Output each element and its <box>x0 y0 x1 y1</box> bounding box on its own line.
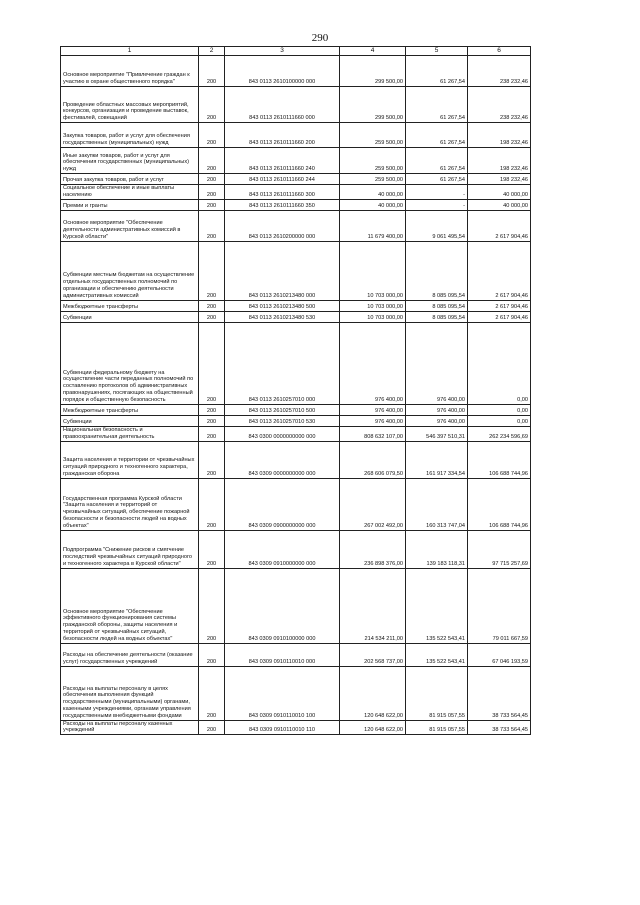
column-header: 4 <box>340 47 406 56</box>
row-code-cell: 200 <box>199 720 225 735</box>
row-planned-cell: 976 400,00 <box>340 404 406 415</box>
row-executed-cell: 135 522 543,41 <box>406 568 468 643</box>
row-name-cell: Расходы на выплаты персоналу в целях обеспечения выполнения функций государственными (муниципальными) органами, казенными учреждениями, органами управления государственными внебюджетными фондами <box>61 666 199 720</box>
row-planned-cell: 10 703 000,00 <box>340 300 406 311</box>
row-executed-cell: 161 917 334,54 <box>406 441 468 478</box>
row-classification-cell: 843 0309 0910110010 100 <box>225 666 340 720</box>
row-name-cell: Национальная безопасность и правоохранительная деятельность <box>61 426 199 441</box>
row-executed-cell: - <box>406 199 468 210</box>
row-planned-cell: 120 648 622,00 <box>340 666 406 720</box>
row-classification-cell: 843 0113 2610213480 530 <box>225 311 340 322</box>
row-name-cell: Проведение областных массовых мероприятий, конкурсов, организация и проведение выставок, фестивалей, совещаний <box>61 87 199 123</box>
column-header: 5 <box>406 47 468 56</box>
row-executed-cell: 139 183 118,31 <box>406 530 468 568</box>
row-executed-cell: 61 267,54 <box>406 56 468 87</box>
row-name-cell: Расходы на обеспечение деятельности (оказание услуг) государственных учреждений <box>61 643 199 666</box>
row-planned-cell: 10 703 000,00 <box>340 311 406 322</box>
row-remainder-cell: 2 617 904,46 <box>468 210 531 241</box>
row-planned-cell: 259 500,00 <box>340 174 406 185</box>
row-planned-cell: 11 679 400,00 <box>340 210 406 241</box>
table-row <box>61 322 531 404</box>
row-code-cell: 200 <box>199 441 225 478</box>
table-row <box>61 404 531 415</box>
table-row <box>61 530 531 568</box>
row-planned-cell: 976 400,00 <box>340 415 406 426</box>
row-classification-cell: 843 0113 2610100000 000 <box>225 56 340 87</box>
row-code-cell: 200 <box>199 404 225 415</box>
row-executed-cell: 61 267,54 <box>406 174 468 185</box>
page-number: 290 <box>311 32 329 44</box>
row-code-cell: 200 <box>199 87 225 123</box>
row-classification-cell: 843 0113 2610213480 500 <box>225 300 340 311</box>
row-classification-cell: 843 0309 0900000000 000 <box>225 478 340 530</box>
row-executed-cell: 546 397 510,31 <box>406 426 468 441</box>
row-classification-cell: 843 0113 2610213480 000 <box>225 241 340 300</box>
row-executed-cell: - <box>406 185 468 200</box>
row-planned-cell: 259 500,00 <box>340 123 406 148</box>
row-classification-cell: 843 0309 0910110010 000 <box>225 643 340 666</box>
table-row <box>61 720 531 735</box>
row-name-cell: Субвенции <box>61 415 199 426</box>
row-code-cell: 200 <box>199 478 225 530</box>
row-planned-cell: 299 500,00 <box>340 56 406 87</box>
row-remainder-cell: 67 046 193,59 <box>468 643 531 666</box>
row-code-cell: 200 <box>199 568 225 643</box>
row-name-cell: Подпрограмма "Снижение рисков и смягчение последствий чрезвычайных ситуаций природного и техногенного характера в Курской области" <box>61 530 199 568</box>
table-row <box>61 123 531 148</box>
row-name-cell: Основное мероприятие "Привлечение граждан к участию в охране общественного порядка" <box>61 56 199 87</box>
column-header: 6 <box>468 47 531 56</box>
row-classification-cell: 843 0113 2610111660 300 <box>225 185 340 200</box>
row-classification-cell: 843 0300 0000000000 000 <box>225 426 340 441</box>
row-remainder-cell: 106 688 744,96 <box>468 478 531 530</box>
row-classification-cell: 843 0309 0000000000 000 <box>225 441 340 478</box>
row-executed-cell: 9 061 495,54 <box>406 210 468 241</box>
row-code-cell: 200 <box>199 530 225 568</box>
row-planned-cell: 40 000,00 <box>340 199 406 210</box>
table-row <box>61 478 531 530</box>
row-remainder-cell: 0,00 <box>468 415 531 426</box>
table-row <box>61 441 531 478</box>
row-remainder-cell: 38 733 564,45 <box>468 666 531 720</box>
row-code-cell: 200 <box>199 123 225 148</box>
table-row <box>61 148 531 174</box>
row-name-cell: Прочая закупка товаров, работ и услуг <box>61 174 199 185</box>
table-row <box>61 568 531 643</box>
row-executed-cell: 135 522 543,41 <box>406 643 468 666</box>
row-code-cell: 200 <box>199 185 225 200</box>
row-code-cell: 200 <box>199 322 225 404</box>
table-row <box>61 185 531 200</box>
table-row <box>61 210 531 241</box>
table-row <box>61 300 531 311</box>
row-name-cell: Субвенции федеральному бюджету на осуществление части переданных полномочий по составлению протоколов об административных правонарушениях, посягающих на общественный порядок и общественную безопасность <box>61 322 199 404</box>
table-row <box>61 199 531 210</box>
row-code-cell: 200 <box>199 241 225 300</box>
column-header: 2 <box>199 47 225 56</box>
row-name-cell: Субвенции <box>61 311 199 322</box>
row-executed-cell: 976 400,00 <box>406 415 468 426</box>
row-planned-cell: 10 703 000,00 <box>340 241 406 300</box>
row-classification-cell: 843 0113 2610257010 000 <box>225 322 340 404</box>
row-remainder-cell: 198 232,46 <box>468 174 531 185</box>
row-remainder-cell: 2 617 904,46 <box>468 300 531 311</box>
row-name-cell: Премии и гранты <box>61 199 199 210</box>
row-planned-cell: 236 898 376,00 <box>340 530 406 568</box>
row-classification-cell: 843 0113 2610111660 240 <box>225 148 340 174</box>
row-code-cell: 200 <box>199 148 225 174</box>
row-name-cell: Межбюджетные трансферты <box>61 404 199 415</box>
row-classification-cell: 843 0113 2610111660 244 <box>225 174 340 185</box>
row-code-cell: 200 <box>199 300 225 311</box>
table-row <box>61 426 531 441</box>
row-code-cell: 200 <box>199 210 225 241</box>
row-classification-cell: 843 0113 2610111660 350 <box>225 199 340 210</box>
row-remainder-cell: 198 232,46 <box>468 123 531 148</box>
row-code-cell: 200 <box>199 426 225 441</box>
table-row <box>61 311 531 322</box>
row-executed-cell: 8 085 095,54 <box>406 311 468 322</box>
row-name-cell: Социальное обеспечение и иные выплаты населению <box>61 185 199 200</box>
row-planned-cell: 299 500,00 <box>340 87 406 123</box>
row-classification-cell: 843 0113 2610111660 200 <box>225 123 340 148</box>
row-remainder-cell: 238 232,46 <box>468 87 531 123</box>
header-row <box>61 47 531 56</box>
row-planned-cell: 214 534 211,00 <box>340 568 406 643</box>
row-remainder-cell: 40 000,00 <box>468 199 531 210</box>
row-code-cell: 200 <box>199 174 225 185</box>
row-name-cell: Государственная программа Курской области "Защита населения и территорий от чрезвычайных ситуаций, обеспечение пожарной безопасности и безопасности людей на водных объектах" <box>61 478 199 530</box>
row-code-cell: 200 <box>199 199 225 210</box>
row-executed-cell: 61 267,54 <box>406 87 468 123</box>
table-row <box>61 643 531 666</box>
row-name-cell: Основное мероприятие "Обеспечение эффективного функционирования системы гражданской обороны, защиты населения и территорий от чрезвычайных ситуаций, безопасности людей на водных объектах" <box>61 568 199 643</box>
budget-table <box>60 46 531 735</box>
table-row <box>61 415 531 426</box>
row-planned-cell: 259 500,00 <box>340 148 406 174</box>
table-row <box>61 241 531 300</box>
row-planned-cell: 40 000,00 <box>340 185 406 200</box>
row-name-cell: Защита населения и территории от чрезвычайных ситуаций природного и техногенного характера, гражданская оборона <box>61 441 199 478</box>
column-header: 1 <box>61 47 199 56</box>
row-code-cell: 200 <box>199 666 225 720</box>
row-executed-cell: 8 085 095,54 <box>406 241 468 300</box>
row-executed-cell: 61 267,54 <box>406 123 468 148</box>
row-classification-cell: 843 0113 2610200000 000 <box>225 210 340 241</box>
row-remainder-cell: 262 234 596,69 <box>468 426 531 441</box>
row-remainder-cell: 97 715 257,69 <box>468 530 531 568</box>
row-name-cell: Иные закупки товаров, работ и услуг для обеспечения государственных (муниципальных) нужд <box>61 148 199 174</box>
row-code-cell: 200 <box>199 56 225 87</box>
row-name-cell: Межбюджетные трансферты <box>61 300 199 311</box>
row-classification-cell: 843 0309 0910000000 000 <box>225 530 340 568</box>
row-classification-cell: 843 0113 2610257010 500 <box>225 404 340 415</box>
row-remainder-cell: 38 733 564,45 <box>468 720 531 735</box>
row-remainder-cell: 106 688 744,96 <box>468 441 531 478</box>
row-planned-cell: 976 400,00 <box>340 322 406 404</box>
row-classification-cell: 843 0309 0910100000 000 <box>225 568 340 643</box>
row-classification-cell: 843 0309 0910110010 110 <box>225 720 340 735</box>
row-code-cell: 200 <box>199 415 225 426</box>
row-remainder-cell: 79 011 667,59 <box>468 568 531 643</box>
row-remainder-cell: 0,00 <box>468 404 531 415</box>
row-executed-cell: 8 085 095,54 <box>406 300 468 311</box>
row-code-cell: 200 <box>199 311 225 322</box>
row-planned-cell: 268 606 079,50 <box>340 441 406 478</box>
row-remainder-cell: 40 000,00 <box>468 185 531 200</box>
row-name-cell: Расходы на выплаты персоналу казенных учреждений <box>61 720 199 735</box>
row-remainder-cell: 2 617 904,46 <box>468 311 531 322</box>
row-executed-cell: 976 400,00 <box>406 404 468 415</box>
row-planned-cell: 202 568 737,00 <box>340 643 406 666</box>
row-executed-cell: 976 400,00 <box>406 322 468 404</box>
row-name-cell: Закупка товаров, работ и услуг для обеспечения государственных (муниципальных) нужд <box>61 123 199 148</box>
row-remainder-cell: 0,00 <box>468 322 531 404</box>
table-row <box>61 174 531 185</box>
table-row <box>61 87 531 123</box>
row-name-cell: Субвенции местным бюджетам на осуществление отдельных государственных полномочий по организации и обеспечению деятельности административных комиссий <box>61 241 199 300</box>
row-remainder-cell: 2 617 904,46 <box>468 241 531 300</box>
row-classification-cell: 843 0113 2610111660 000 <box>225 87 340 123</box>
row-planned-cell: 267 002 492,00 <box>340 478 406 530</box>
row-executed-cell: 160 313 747,04 <box>406 478 468 530</box>
row-code-cell: 200 <box>199 643 225 666</box>
row-name-cell: Основное мероприятие "Обеспечение деятельности административных комиссий в Курской области" <box>61 210 199 241</box>
row-planned-cell: 808 632 107,00 <box>340 426 406 441</box>
row-executed-cell: 61 267,54 <box>406 148 468 174</box>
row-executed-cell: 81 915 057,55 <box>406 720 468 735</box>
row-executed-cell: 81 915 057,55 <box>406 666 468 720</box>
table-row <box>61 56 531 87</box>
row-classification-cell: 843 0113 2610257010 530 <box>225 415 340 426</box>
row-planned-cell: 120 648 622,00 <box>340 720 406 735</box>
row-remainder-cell: 198 232,46 <box>468 148 531 174</box>
column-header: 3 <box>225 47 340 56</box>
table-row <box>61 666 531 720</box>
row-remainder-cell: 238 232,46 <box>468 56 531 87</box>
